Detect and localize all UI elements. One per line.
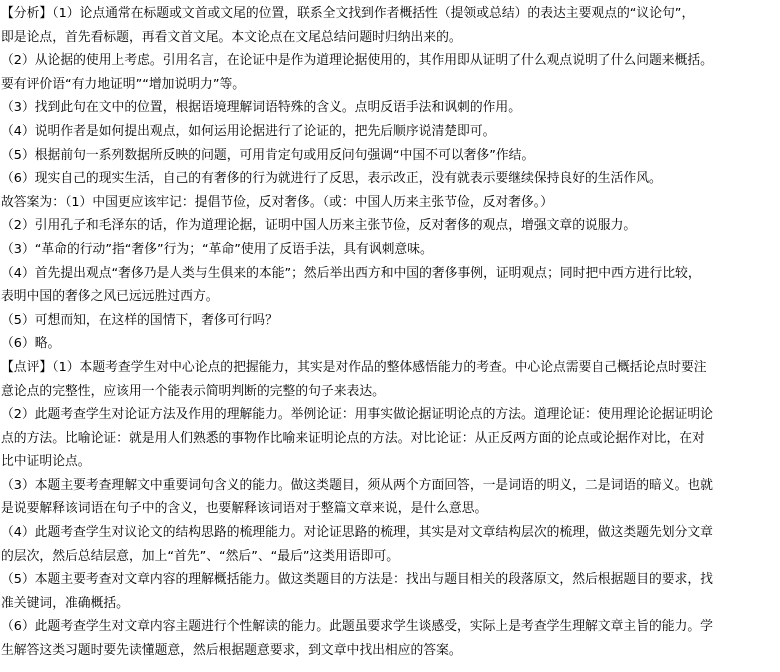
comment-line-10: （5）本题主要考查对文章内容的理解概括能力。做这类题目的方法是：找出与题目相关的段落原文，然后根据题目的要求，找 <box>1 572 713 588</box>
answer-line-3: （3）“革命的行动”指“奢侈”行为；“革命”使用了反语手法，具有讽刺意味。 <box>1 241 433 257</box>
comment-line-8: （4）此题考查学生对议论文的结构思路的梳理能力。对论证思路的梳理，其实是对文章结构层次的梳理，做这类题先划分文章 <box>1 525 713 541</box>
answer-line-7: （6）略。 <box>1 336 61 352</box>
comment-line-13: 生解答这类习题时要先读懂题意，然后根据题意要求，到文章中找出相应的答案。 <box>1 643 462 659</box>
analysis-line-4: 要有评价语“有力地证明”“增加说明力”等。 <box>1 76 246 92</box>
answer-line-4: （4）首先提出观点“奢侈乃是人类与生俱来的本能”；然后举出西方和中国的奢侈事例，证明观点；同时把中西方进行比较， <box>1 265 701 281</box>
answer-line-2: （2）引用孔子和毛泽东的话，作为道理论据，证明中国人历来主张节俭，反对奢侈的观点，增强文章的说服力。 <box>1 218 637 234</box>
analysis-line-7: （5）根据前句一系列数据所反映的问题，可用肯定句或用反问句强调“中国不可以奢侈”作结。 <box>1 147 535 163</box>
analysis-line-1: 【分析】（1）论点通常在标题或文首或文尾的位置，联系全文找到作者概括性（提领或总结）的表达主要观点的“议论句”， <box>1 6 695 21</box>
analysis-line-8: （6）现实自己的现实生活，自己的有奢侈的行为就进行了反思，表示改正，没有就表示要继续保持良好的生活作风。 <box>1 171 662 187</box>
answer-line-5: 表明中国的奢侈之风已远远胜过西方。 <box>1 289 219 305</box>
comment-line-6: （3）本题主要考查理解文中重要词句含义的能力。做这类题目，须从两个方面回答，一是词语的明义，二是词语的暗义。也就 <box>1 477 713 493</box>
analysis-line-6: （4）说明作者是如何提出观点，如何运用论据进行了论证的，把先后顺序说清楚即可。 <box>1 123 496 139</box>
comment-line-4: 点的方法。比喻论证：就是用人们熟悉的事物作比喻来证明论点的方法。对比论证：从正反两方面的论点或论据作对比，在对 <box>1 430 705 446</box>
analysis-line-5: （3）找到此句在文中的位置，根据语境理解词语特殊的含义。点明反语手法和讽刺的作用。 <box>1 100 522 116</box>
comment-line-3: （2）此题考查学生对论证方法及作用的理解能力。举例论证：用事实做论据证明论点的方法。道理论证：使用理论论据证明论 <box>1 407 713 423</box>
answer-line-6: （5）可想而知，在这样的国情下，奢侈可行吗？ <box>1 312 278 328</box>
analysis-line-2: 即是论点，首先看标题，再看文首文尾。本文论点在文尾总结问题时归纳出来的。 <box>1 29 462 45</box>
comment-line-7: 是说要解释该词语在句子中的含义，也要解释该词语对于整篇文章来说，是什么意思。 <box>1 501 488 517</box>
answer-line-1: 故答案为：（1）中国更应该牢记：提倡节俭，反对奢侈。（或：中国人历来主张节俭，反对奢侈。） <box>1 194 554 210</box>
comment-line-11: 准关键词，准确概括。 <box>1 595 129 611</box>
comment-line-2: 意论点的完整性，应该用一个能表示简明判断的完整的句子来表达。 <box>1 383 385 399</box>
comment-line-9: 的层次，然后总结层意，加上“首先”、“然后”、“最后”这类用语即可。 <box>1 548 400 564</box>
comment-line-12: （6）此题考查学生对文章内容主题进行个性解读的能力。此题虽要求学生谈感受，实际上是考查学生理解文章主旨的能力。学 <box>1 619 713 635</box>
comment-line-5: 比中证明论点。 <box>1 454 91 470</box>
analysis-line-3: （2）从论据的使用上考虑。引用名言，在论证中是作为道理论据使用的，其作用即从证明了什么观点说明了什么问题来概括。 <box>1 53 713 69</box>
comment-line-1: 【点评】（1）本题考查学生对中心论点的把握能力，其实是对作品的整体感悟能力的考查。中心论点需要自己概括论点时要注 <box>1 359 707 375</box>
